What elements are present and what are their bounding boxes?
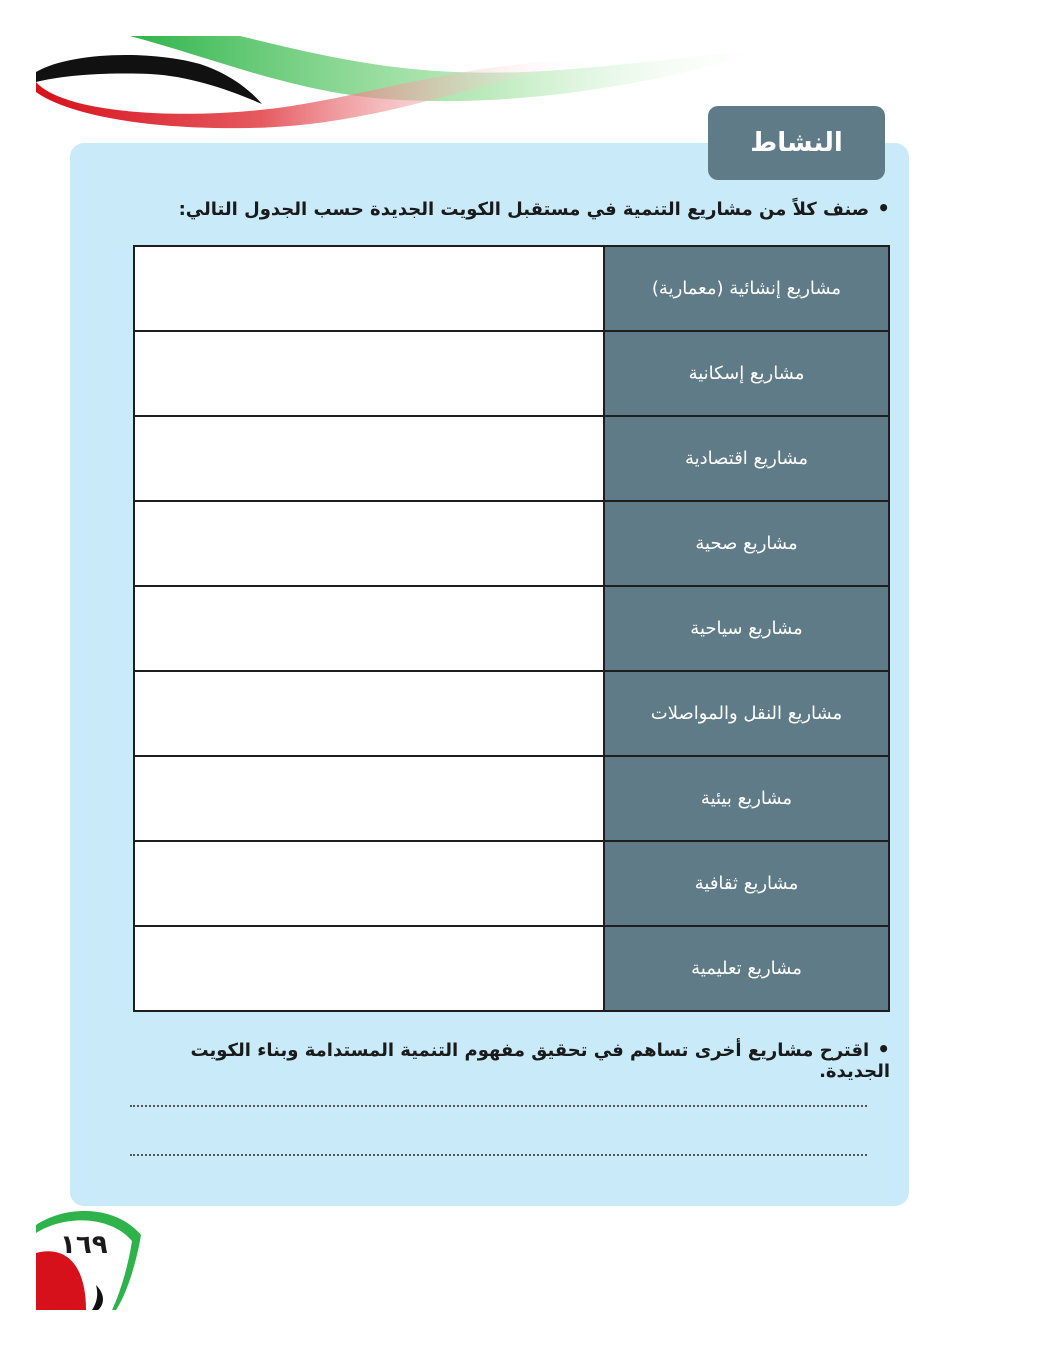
bullet-icon: • bbox=[877, 196, 890, 220]
answer-cell[interactable] bbox=[134, 756, 604, 841]
answer-cell[interactable] bbox=[134, 926, 604, 1011]
answer-cell[interactable] bbox=[134, 501, 604, 586]
category-label: مشاريع تعليمية bbox=[604, 926, 889, 1011]
category-label: مشاريع بيئية bbox=[604, 756, 889, 841]
category-label: مشاريع سياحية bbox=[604, 586, 889, 671]
flag-ribbon-decoration bbox=[0, 0, 1062, 140]
category-label: مشاريع إسكانية bbox=[604, 331, 889, 416]
category-label: مشاريع اقتصادية bbox=[604, 416, 889, 501]
page-number: ١٦٩ bbox=[60, 1230, 108, 1260]
table-row bbox=[134, 501, 889, 586]
table-row bbox=[134, 841, 889, 926]
answer-cell[interactable] bbox=[134, 841, 604, 926]
category-label: مشاريع النقل والمواصلات bbox=[604, 671, 889, 756]
answer-line[interactable] bbox=[130, 1154, 867, 1156]
category-label: مشاريع صحية bbox=[604, 501, 889, 586]
table-row bbox=[134, 416, 889, 501]
table-row bbox=[134, 586, 889, 671]
suggestion bbox=[170, 1037, 890, 1082]
table-row bbox=[134, 246, 889, 331]
table-row bbox=[134, 331, 889, 416]
activity-title: النشاط bbox=[708, 106, 885, 180]
answer-line[interactable] bbox=[130, 1105, 867, 1107]
answer-cell[interactable] bbox=[134, 671, 604, 756]
table-row bbox=[134, 756, 889, 841]
instruction-text: صنف كلاً من مشاريع التنمية في مستقبل الكويت الجديدة حسب الجدول التالي: bbox=[178, 199, 870, 220]
bullet-icon: • bbox=[877, 1037, 890, 1061]
answer-cell[interactable] bbox=[134, 331, 604, 416]
table-row bbox=[134, 926, 889, 1011]
category-label: مشاريع إنشائية (معمارية) bbox=[604, 246, 889, 331]
answer-cell[interactable] bbox=[134, 246, 604, 331]
suggestion-text: اقترح مشاريع أخرى تساهم في تحقيق مفهوم التنمية المستدامة وبناء الكويت الجديدة. bbox=[190, 1040, 890, 1082]
classification-table bbox=[133, 245, 890, 1012]
category-label: مشاريع ثقافية bbox=[604, 841, 889, 926]
instruction bbox=[170, 196, 890, 220]
answer-cell[interactable] bbox=[134, 416, 604, 501]
answer-cell[interactable] bbox=[134, 586, 604, 671]
table-row bbox=[134, 671, 889, 756]
